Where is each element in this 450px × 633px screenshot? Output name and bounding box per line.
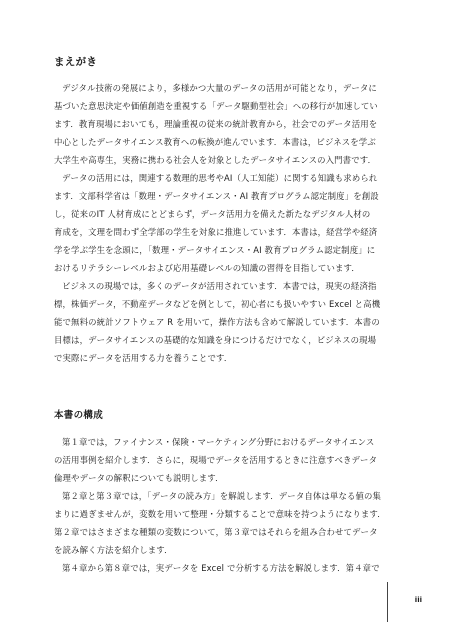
structure-line: を読み解く方法を紹介します． (54, 545, 173, 555)
preface-line: 基づいた意思決定や価値創造を重視する「データ駆動型社会」への移行が加速してい (54, 101, 378, 111)
preface-heading: まえがき (54, 56, 98, 68)
preface-line: で実際にデータを活用する力を養うことです． (54, 353, 233, 363)
preface-line: データの活用には，関連する数理的思考やAI（人工知能）に関する知識も求められ (62, 173, 378, 183)
preface-line: し，従来のIT 人材育成にとどまらず，データ活用力を備えた新たなデジタル人材の (54, 209, 371, 219)
preface-line: 中心としたデータサイエンス教育への転換が進んでいます．本書は，ビジネスを学ぶ (54, 137, 376, 147)
structure-line: 第１章では，ファイナンス・保険・マーケティング分野におけるデータサイエンス (62, 437, 375, 447)
structure-line: 第２章と第３章では，「データの読み方」を解説します．データ自体は単なる値の集 (62, 491, 382, 501)
margin-rule (387, 582, 388, 622)
structure-line: 第４章から第８章では，実データを Excel で分析する方法を解説します．第４章で (62, 563, 380, 573)
page-number: iii (414, 596, 422, 604)
preface-line: ます．教育現場においても，理論重視の従来の統計教育から，社会でのデータ活用を (54, 119, 378, 129)
preface-line: 目標は，データサイエンスの基礎的な知識を身につけるだけでなく，ビジネスの現場 (54, 335, 377, 345)
preface-line: 育成を，文理を問わず全学部の学生を対象に推進しています．本書は，経営学や経済 (54, 227, 378, 237)
preface-line: おけるリテラシーレベルおよび応用基礎レベルの知識の習得を目指しています． (54, 263, 360, 273)
structure-line: まりに過ぎませんが，変数を用いて整理・分類することで意味を持つようになります． (54, 509, 386, 519)
preface-line: ビジネスの現場では，多くのデータが活用されています．本書では，現実の経済指 (62, 281, 377, 291)
structure-heading: 本書の構成 (54, 410, 104, 421)
preface-line: 大学生や高専生，実務に携わる社会人を対象としたデータサイエンスの入門書です． (54, 155, 377, 165)
preface-line: 学を学ぶ学生を念頭に，「数理・データサイエンス・AI 教育プログラム認定制度」に (54, 245, 376, 255)
preface-line: 能で無料の統計ソフトウェア R を用いて，操作方法も含めて解説しています．本書の (54, 317, 380, 327)
preface-line: デジタル技術の発展により，多様かつ大量のデータの活用が可能となり，データに (62, 83, 377, 93)
structure-line: の活用事例を紹介します．さらに，現場でデータを活用するときに注意すべきデータ (54, 455, 378, 465)
preface-line: 標，株価データ，不動産データなどを例として，初心者にも扱いやすい Excel と高機 (54, 299, 381, 309)
structure-line: 第２章ではさまざまな種類の変数について，第３章ではそれらを組み合わせてデータ (54, 527, 378, 537)
preface-line: ます．文部科学省は「数理・データサイエンス・AI 教育プログラム認定制度」を創設 (54, 191, 379, 201)
structure-line: 倫理やデータの解釈についても説明します． (54, 473, 224, 483)
